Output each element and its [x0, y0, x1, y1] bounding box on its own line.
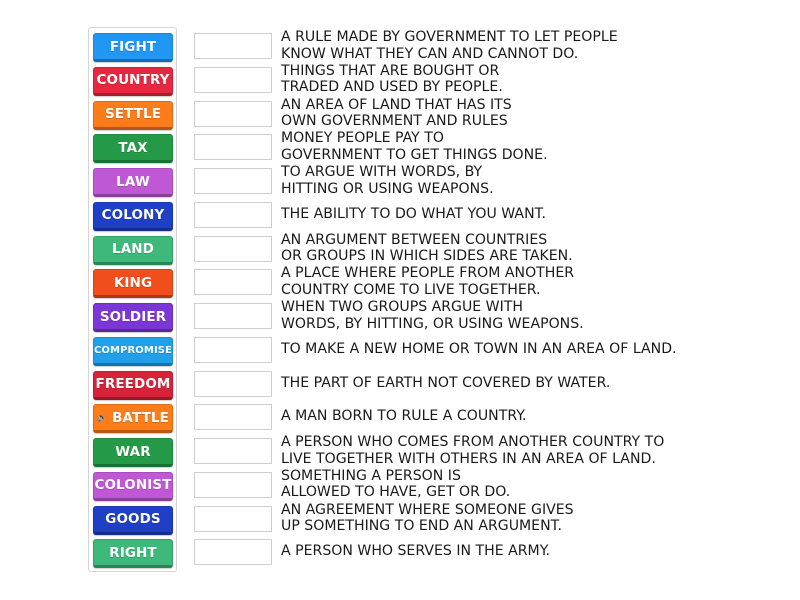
definition-line: THE PART OF EARTH NOT COVERED BY WATER. — [281, 374, 611, 391]
definition-line: TRADED AND USED BY PEOPLE. — [281, 79, 503, 96]
definition-line: AN AREA OF LAND THAT HAS ITS — [281, 96, 512, 113]
definition-text — [281, 375, 721, 392]
word-tile-label: BATTLE — [112, 409, 169, 426]
answer-drop-box[interactable] — [194, 67, 272, 93]
word-tile-label: COLONY — [101, 207, 165, 224]
definition-text — [281, 232, 721, 265]
definition-text — [281, 543, 721, 560]
word-tile-label: SOLDIER — [99, 308, 167, 325]
definition-line: HITTING OR USING WEAPONS. — [281, 180, 494, 197]
definition-line: WHEN TWO GROUPS ARGUE WITH — [281, 299, 523, 315]
word-tile-country[interactable] — [93, 67, 173, 96]
definition-line: TO ARGUE WITH WORDS, BY — [281, 164, 483, 180]
answer-drop-box[interactable] — [194, 168, 272, 194]
definition-text — [281, 299, 721, 332]
definition-line: A MAN BORN TO RULE A COUNTRY. — [281, 408, 527, 425]
definition-text — [281, 408, 721, 425]
word-tile-freedom[interactable] — [93, 371, 173, 400]
word-tile-label: FIGHT — [109, 38, 157, 55]
word-tile-label: WAR — [115, 443, 151, 460]
word-tile-label: RIGHT — [109, 544, 157, 561]
answer-drop-box[interactable] — [194, 303, 272, 329]
word-tile-label: COMPROMISE — [93, 344, 173, 356]
definition-line: LIVE TOGETHER WITH OTHERS IN AN AREA OF LAND. — [281, 450, 656, 467]
word-tile-compromise[interactable] — [93, 337, 173, 366]
word-tile-fight[interactable] — [93, 33, 173, 62]
definition-line: ALLOWED TO HAVE, GET OR DO. — [281, 484, 511, 501]
answer-drop-box[interactable] — [194, 472, 272, 498]
answer-drop-box[interactable] — [194, 337, 272, 363]
definition-line: WORDS, BY HITTING, OR USING WEAPONS. — [281, 315, 584, 332]
answer-drop-box[interactable] — [194, 506, 272, 532]
answer-drop-box[interactable] — [194, 438, 272, 464]
definition-line: A RULE MADE BY GOVERNMENT TO LET PEOPLE — [281, 29, 618, 45]
answer-drop-box[interactable] — [194, 269, 272, 295]
word-tile-battle[interactable] — [93, 404, 173, 433]
answer-drop-box[interactable] — [194, 101, 272, 127]
answer-drop-box[interactable] — [194, 371, 272, 397]
definition-line: A PLACE WHERE PEOPLE FROM ANOTHER — [281, 265, 575, 282]
word-tile-war[interactable] — [93, 438, 173, 467]
word-tile-settle[interactable] — [93, 101, 173, 130]
word-tile-goods[interactable] — [93, 506, 173, 535]
word-tile-label: LAW — [116, 173, 150, 190]
definition-line: AN AGREEMENT WHERE SOMEONE GIVES — [281, 501, 574, 518]
definition-line: THINGS THAT ARE BOUGHT OR — [281, 62, 500, 79]
definition-line: TO MAKE A NEW HOME OR TOWN IN AN AREA OF LAND. — [281, 340, 677, 357]
word-tile-land[interactable] — [93, 236, 173, 265]
word-tile-tax[interactable] — [93, 134, 173, 163]
word-tile-right[interactable] — [93, 539, 173, 568]
definition-text — [281, 468, 721, 501]
word-tile-label: COUNTRY — [96, 72, 170, 89]
word-tile-label: SETTLE — [104, 106, 162, 122]
word-tile-colonist[interactable] — [93, 472, 173, 501]
definition-text — [281, 206, 721, 223]
word-tile-label: COLONIST — [94, 477, 172, 494]
definition-line: UP SOMETHING TO END AN ARGUMENT. — [281, 518, 563, 534]
definition-line: MONEY PEOPLE PAY TO — [281, 130, 444, 147]
answer-drop-box[interactable] — [194, 33, 272, 59]
answer-drop-box[interactable] — [194, 236, 272, 262]
word-tile-label: LAND — [112, 241, 154, 257]
definition-text — [281, 265, 721, 298]
definition-line: A PERSON WHO COMES FROM ANOTHER COUNTRY TO — [281, 434, 665, 450]
definition-line: A PERSON WHO SERVES IN THE ARMY. — [281, 543, 550, 560]
word-tile-label: KING — [113, 274, 153, 291]
answer-drop-box[interactable] — [194, 539, 272, 565]
word-bank — [88, 27, 177, 572]
answer-drop-box[interactable] — [194, 202, 272, 228]
definition-text — [281, 130, 721, 163]
definition-text — [281, 434, 721, 467]
definition-line: SOMETHING A PERSON IS — [281, 467, 461, 484]
definition-line: OWN GOVERNMENT AND RULES — [281, 113, 508, 129]
speaker-icon[interactable]: 🔈 — [97, 413, 108, 423]
definition-line: AN ARGUMENT BETWEEN COUNTRIES — [281, 231, 548, 248]
definition-text — [281, 164, 721, 197]
definition-text — [281, 29, 721, 62]
word-tile-soldier[interactable] — [93, 303, 173, 332]
definition-text — [281, 97, 721, 130]
word-tile-label: GOODS — [105, 511, 161, 527]
definition-line: KNOW WHAT THEY CAN AND CANNOT DO. — [281, 45, 579, 62]
word-tile-law[interactable] — [93, 168, 173, 197]
answer-drop-box[interactable] — [194, 404, 272, 430]
definition-line: COUNTRY COME TO LIVE TOGETHER. — [281, 281, 541, 298]
definition-line: THE ABILITY TO DO WHAT YOU WANT. — [281, 205, 547, 222]
definition-line: OR GROUPS IN WHICH SIDES ARE TAKEN. — [281, 248, 573, 264]
word-tile-label: FREEDOM — [95, 376, 171, 392]
definition-line: GOVERNMENT TO GET THINGS DONE. — [281, 146, 548, 163]
definition-text — [281, 502, 721, 535]
definition-text — [281, 63, 721, 96]
word-tile-colony[interactable] — [93, 202, 173, 231]
answer-drop-box[interactable] — [194, 134, 272, 160]
definition-text — [281, 341, 721, 358]
word-tile-label: TAX — [118, 139, 148, 156]
word-tile-king[interactable] — [93, 269, 173, 298]
